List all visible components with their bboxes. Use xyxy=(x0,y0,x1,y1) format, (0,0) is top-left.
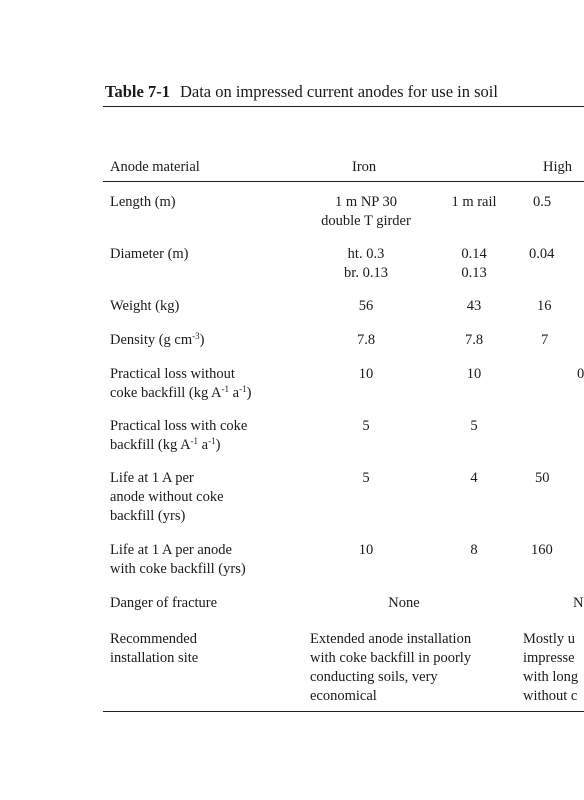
row-diameter-col1-line1: ht. 0.3 xyxy=(347,246,385,262)
row-length-col2: 1 m rail xyxy=(451,194,497,210)
row-life-with-col1: 10 xyxy=(358,542,374,558)
row-loss-without-label-line1: Practical loss without xyxy=(110,366,235,382)
row-site-label-line2: installation site xyxy=(110,650,199,666)
row-weight-col3: 16 xyxy=(537,298,552,314)
row-length-label: Length (m) xyxy=(110,194,176,210)
table-title: Data on impressed current anodes for use in soil xyxy=(179,82,498,101)
row-diameter-col2-line2: 0.13 xyxy=(461,265,487,281)
row-density-col1: 7.8 xyxy=(356,332,376,348)
row-diameter-col3: 0.04 xyxy=(529,246,555,262)
row-life-without-label-line1: Life at 1 A per xyxy=(110,470,194,486)
row-life-without-label-line3: backfill (yrs) xyxy=(110,508,186,524)
row-site-col3-line3: with long xyxy=(523,669,579,685)
table-number: Table 7-1 xyxy=(105,82,170,101)
row-loss-with-label-line1: Practical loss with coke xyxy=(110,418,248,434)
row-loss-without-col2: 10 xyxy=(466,366,482,382)
table-caption xyxy=(105,82,498,102)
row-site-col3-line4: without c xyxy=(523,688,578,704)
row-length-col1-line1: 1 m NP 30 xyxy=(335,194,397,210)
row-diameter-label: Diameter (m) xyxy=(110,246,189,262)
row-weight-label: Weight (kg) xyxy=(110,298,180,314)
row-diameter-col1-line2: br. 0.13 xyxy=(344,265,388,281)
row-density-col3: 7 xyxy=(541,332,549,348)
row-fracture-label: Danger of fracture xyxy=(110,595,218,611)
row-loss-without-col1: 10 xyxy=(358,366,374,382)
row-site-iron-line4: economical xyxy=(310,688,377,704)
row-site-col3-line1: Mostly u xyxy=(523,631,575,647)
row-life-with-label-line2: with coke backfill (yrs) xyxy=(110,561,246,577)
row-site-iron-line1: Extended anode installation xyxy=(310,631,472,647)
row-diameter-col2-line1: 0.14 xyxy=(461,246,487,262)
row-life-without-col2: 4 xyxy=(470,470,478,486)
row-fracture-iron: None xyxy=(388,595,420,611)
row-weight-col1: 56 xyxy=(358,298,374,314)
row-loss-with-col2: 5 xyxy=(470,418,478,434)
row-life-with-col2: 8 xyxy=(470,542,478,558)
row-life-without-col1: 5 xyxy=(362,470,370,486)
row-loss-with-col1: 5 xyxy=(362,418,370,434)
row-life-with-col3: 160 xyxy=(531,542,553,558)
row-site-iron-line3: conducting soils, very xyxy=(310,669,438,685)
row-fracture-col3: N xyxy=(573,595,584,611)
bottom-rule xyxy=(103,711,584,712)
row-loss-without-col3: 0 xyxy=(577,366,584,382)
row-life-without-label-line2: anode without coke xyxy=(110,489,224,505)
row-life-with-label-line1: Life at 1 A per anode xyxy=(110,542,232,558)
header-rule xyxy=(103,181,584,182)
header-anode-material: Anode material xyxy=(110,159,200,175)
top-rule xyxy=(103,106,584,107)
row-site-label-line1: Recommended xyxy=(110,631,197,647)
row-loss-with-label-line2: backfill (kg $A^{-1}$ $a^{-1}$) xyxy=(110,436,221,453)
row-life-without-col3: 50 xyxy=(535,470,550,486)
row-site-col3-line2: impresse xyxy=(523,650,575,666)
header-iron: Iron xyxy=(352,159,377,175)
row-loss-without-label-line2: coke backfill (kg $A^{-1}$ $a^{-1}$) xyxy=(110,384,252,401)
row-length-col3: 0.5 xyxy=(533,194,552,210)
header-high: High xyxy=(543,159,572,175)
row-site-iron-line2: with coke backfill in poorly xyxy=(310,650,472,666)
row-density-col2: 7.8 xyxy=(464,332,484,348)
row-density-label: Density (g $cm^{-3}$) xyxy=(110,331,205,348)
row-length-col1-line2: double T girder xyxy=(321,213,411,229)
row-weight-col2: 43 xyxy=(466,298,482,314)
